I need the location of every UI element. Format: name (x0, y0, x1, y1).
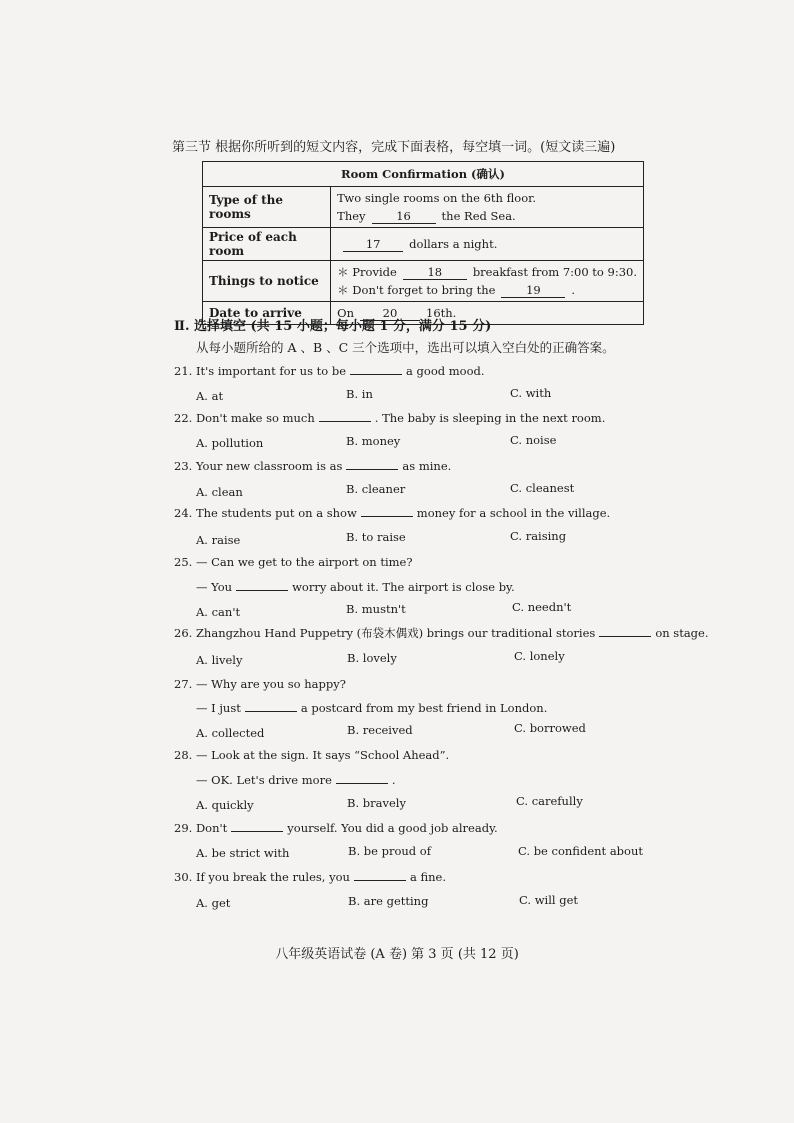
text: breakfast from 7:00 to 9:30. (472, 265, 637, 279)
table-caption: Room Confirmation (确认) (203, 162, 644, 187)
question-stem: 26. Zhangzhou Hand Puppetry (布袋木偶戏) brings our traditional stories (174, 626, 596, 640)
answer-line (245, 701, 297, 712)
question-25: 25. — Can we get to the airport on time? (174, 555, 413, 569)
option-c[interactable]: C. will get (519, 893, 579, 907)
instruction: 从每小题所给的 A 、B 、C 三个选项中，选出可以填入空白处的正确答案。 (196, 340, 615, 355)
reply-stem-end: . (391, 773, 396, 787)
question-stem: 30. If you break the rules, you (174, 870, 350, 884)
question-22 (174, 411, 605, 425)
row-label: Date to arrive (203, 302, 331, 325)
answer-blank-17: 17 (343, 237, 403, 252)
answer-blank-18: 18 (403, 265, 467, 280)
text: On (337, 306, 354, 320)
option-b[interactable]: B. bravely (347, 796, 406, 810)
section-title: 第三节 根据你所听到的短文内容，完成下面表格，每空填一词。(短文读三遍) (172, 140, 616, 155)
option-c[interactable]: C. lonely (514, 649, 565, 663)
option-c[interactable]: C. with (510, 386, 552, 400)
text: They (337, 209, 366, 223)
option-b[interactable]: B. in (346, 387, 373, 401)
option-a[interactable]: A. can't (196, 605, 241, 619)
option-a[interactable]: A. at (196, 389, 224, 403)
question-29 (174, 821, 498, 835)
text: ＊ Provide (337, 265, 397, 279)
answer-line (231, 821, 283, 832)
reply-stem: — I just (196, 701, 241, 715)
part-title: Ⅱ. 选择填空 (共 15 小题；每小题 1 分，满分 15 分) (174, 319, 492, 334)
row-label: Price of each room (203, 228, 331, 261)
option-b[interactable]: B. received (347, 723, 413, 737)
answer-line (361, 506, 413, 517)
question-28-reply (196, 773, 396, 787)
option-b[interactable]: B. money (346, 434, 401, 448)
reply-stem-end: worry about it. The airport is close by. (292, 580, 515, 594)
room-confirmation-table (202, 161, 644, 325)
answer-blank-19: 19 (501, 283, 565, 298)
reply-stem: — OK. Let's drive more (196, 773, 332, 787)
answer-line (350, 364, 402, 375)
option-b[interactable]: B. lovely (347, 651, 397, 665)
option-c[interactable]: C. cleanest (510, 481, 575, 495)
question-stem-end: yourself. You did a good job already. (287, 821, 498, 835)
question-28: 28. — Look at the sign. It says “School Ahead”. (174, 748, 450, 762)
answer-line (346, 459, 398, 470)
option-c[interactable]: C. be confident about (518, 844, 643, 858)
option-c[interactable]: C. carefully (516, 794, 583, 808)
question-25-reply (196, 580, 515, 594)
option-b[interactable]: B. cleaner (346, 482, 406, 496)
reply-stem: — You (196, 580, 233, 594)
text-line: Two single rooms on the 6th floor. (337, 191, 537, 205)
option-a[interactable]: A. clean (196, 485, 243, 499)
answer-line (319, 411, 371, 422)
question-26 (174, 625, 709, 641)
answer-line (354, 870, 406, 881)
option-a[interactable]: A. collected (196, 726, 265, 740)
answer-blank-16: 16 (372, 209, 436, 224)
question-stem-end: a fine. (409, 870, 447, 884)
answer-line (236, 580, 288, 591)
question-27-reply (196, 701, 547, 715)
answer-line (336, 773, 388, 784)
option-c[interactable]: C. borrowed (514, 721, 586, 735)
row-label: Things to notice (203, 261, 331, 302)
question-stem-end: money for a school in the village. (416, 506, 611, 520)
option-a[interactable]: A. lively (196, 653, 243, 667)
question-stem-end: a good mood. (406, 364, 485, 378)
question-stem-end: on stage. (655, 626, 709, 640)
option-b[interactable]: B. to raise (346, 530, 406, 544)
row-content (331, 261, 644, 302)
question-stem: 24. The students put on a show (174, 506, 357, 520)
option-a[interactable]: A. pollution (196, 436, 264, 450)
option-a[interactable]: A. get (196, 896, 231, 910)
question-24 (174, 506, 610, 520)
option-c[interactable]: C. needn't (512, 600, 572, 614)
text: the Red Sea. (441, 209, 516, 223)
answer-line (599, 626, 651, 637)
question-stem: 29. Don't (174, 821, 228, 835)
answer-blank-20: 20 (360, 306, 420, 321)
question-stem: 22. Don't make so much (174, 411, 315, 425)
row-content (331, 228, 644, 261)
question-stem: 21. It's important for us to be (174, 364, 347, 378)
question-30 (174, 870, 446, 884)
page-footer: 八年级英语试卷 (A 卷) 第 3 页 (共 12 页) (275, 947, 519, 962)
text: dollars a night. (409, 237, 498, 251)
option-a[interactable]: A. quickly (196, 798, 254, 812)
question-21 (174, 364, 485, 378)
text: ＊ Don't forget to bring the (337, 283, 496, 297)
question-stem-end: as mine. (402, 459, 452, 473)
option-a[interactable]: A. raise (196, 533, 241, 547)
question-stem: 23. Your new classroom is as (174, 459, 343, 473)
reply-stem-end: a postcard from my best friend in London. (300, 701, 548, 715)
text: . (571, 283, 576, 297)
row-content (331, 187, 644, 228)
option-b[interactable]: B. be proud of (348, 844, 431, 858)
option-b[interactable]: B. are getting (348, 894, 429, 908)
option-a[interactable]: A. be strict with (196, 846, 290, 860)
option-b[interactable]: B. mustn't (346, 602, 406, 616)
question-23 (174, 459, 451, 473)
option-c[interactable]: C. raising (510, 529, 567, 543)
text: 16th. (426, 306, 457, 320)
option-c[interactable]: C. noise (510, 433, 557, 447)
question-27: 27. — Why are you so happy? (174, 677, 346, 691)
row-label: Type of the rooms (203, 187, 331, 228)
question-stem-end: . The baby is sleeping in the next room. (374, 411, 606, 425)
